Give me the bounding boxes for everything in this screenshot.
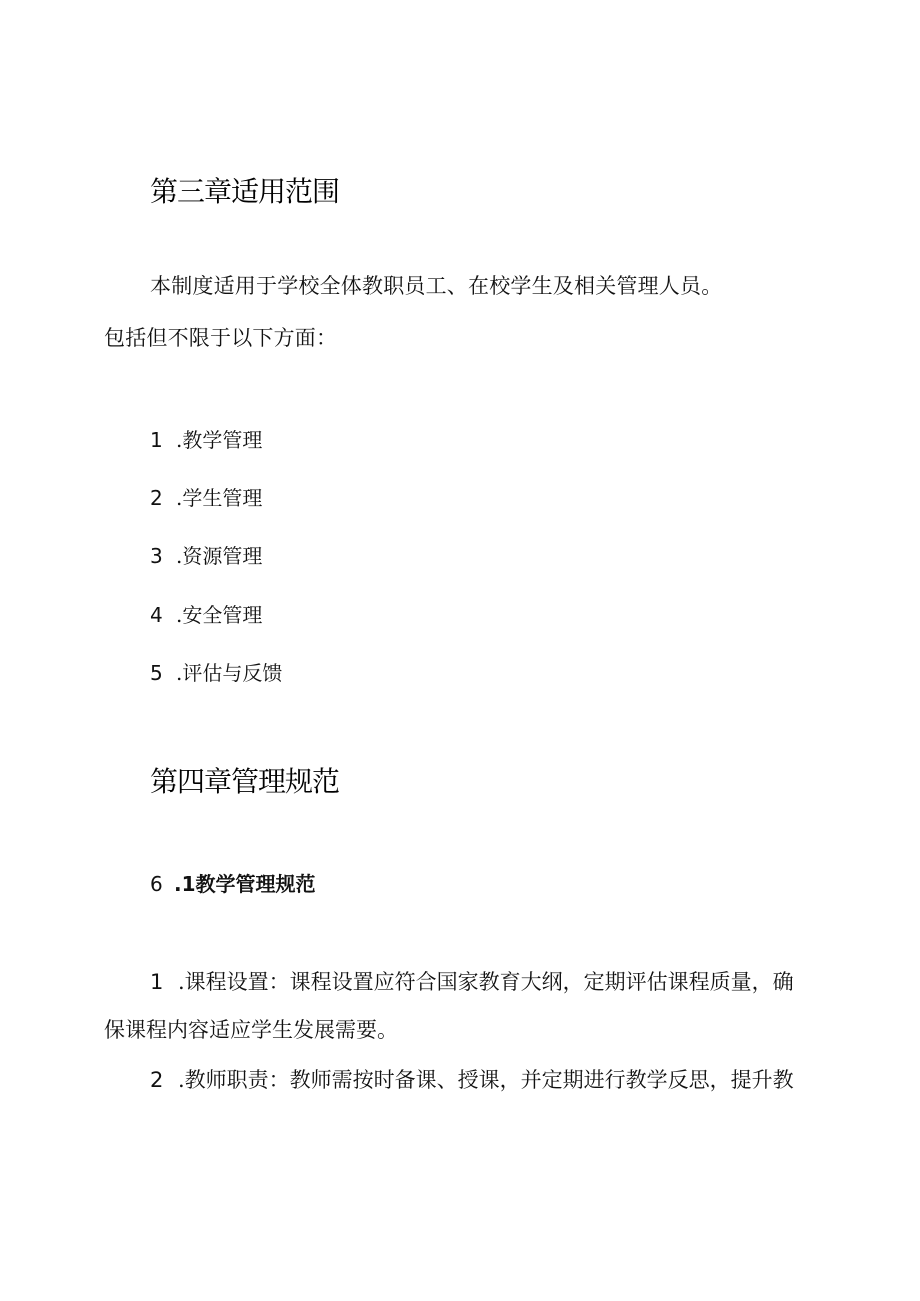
chapter3-paragraph-line2: 包括但不限于以下方面： <box>104 326 338 350</box>
chapter4-title: 第四章管理规范 <box>150 765 340 798</box>
chapter3-title: 第三章适用范围 <box>150 175 340 208</box>
body-item-text: .课程设置：课程设置应符合国家教育大纲，定期评估课程质量，确 <box>178 970 794 994</box>
list-item-number: 4 <box>150 603 163 627</box>
list-item <box>150 540 262 569</box>
list-item <box>150 424 262 453</box>
body-item-1-line1 <box>150 966 794 996</box>
list-item-number: 2 <box>150 486 163 510</box>
body-item-2-line1 <box>150 1064 794 1094</box>
section-heading <box>150 868 316 897</box>
list-item-text: .评估与反馈 <box>176 661 283 685</box>
list-item <box>150 657 282 686</box>
body-item-number: 1 <box>150 970 164 994</box>
list-item-text: .教学管理 <box>176 428 263 452</box>
body-item-number: 2 <box>150 1068 164 1092</box>
section-heading-text: .1教学管理规范 <box>174 872 316 896</box>
list-item-text: .资源管理 <box>176 544 263 568</box>
list-item <box>150 482 262 511</box>
body-item-1-line2: 保课程内容适应学生发展需要。 <box>104 1018 398 1042</box>
list-item-number: 1 <box>150 428 163 452</box>
section-heading-number: 6 <box>150 872 163 896</box>
list-item-number: 3 <box>150 544 163 568</box>
list-item <box>150 599 262 628</box>
chapter3-paragraph-line1: 本制度适用于学校全体教职员工、在校学生及相关管理人员。 <box>150 274 723 298</box>
list-item-text: .安全管理 <box>176 603 263 627</box>
list-item-number: 5 <box>150 661 163 685</box>
body-item-text: .教师职责：教师需按时备课、授课，并定期进行教学反思，提升教 <box>178 1068 794 1092</box>
list-item-text: .学生管理 <box>176 486 263 510</box>
